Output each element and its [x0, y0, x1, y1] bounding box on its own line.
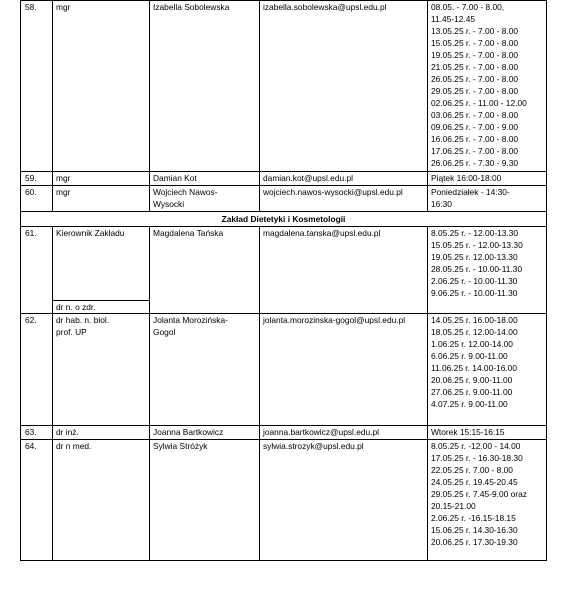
section-header-row	[21, 212, 547, 227]
row-number: 62.	[21, 314, 53, 426]
email-link[interactable]: sylwia.strozyk@upsl.edu.pl	[260, 440, 428, 561]
hours-line: 22.05.25 r. 7.00 - 8.00	[431, 465, 513, 475]
hours-line: 15.06.25 r. 14.30-16.30	[431, 525, 518, 535]
row-number: 63.	[21, 426, 53, 440]
hours-line: 17.05.25 r. - 16.30-18.30	[431, 453, 523, 463]
row-number: 61.	[21, 227, 53, 314]
hours-line: 13.05.25 r. - 7.00 - 8.00	[431, 26, 519, 36]
hours-line: 21.05.25 r. - 7.00 - 8.00	[431, 62, 519, 72]
academic-title: mgr	[53, 172, 150, 186]
academic-title: dr n med.	[53, 440, 150, 561]
title-top: Kierownik Zakładu	[56, 228, 125, 238]
table-row	[21, 314, 547, 426]
person-name: Joanna Bartkowicz	[150, 426, 260, 440]
title-line: prof. UP	[56, 327, 87, 337]
row-number: 58.	[21, 1, 53, 172]
row-number: 64.	[21, 440, 53, 561]
academic-title: mgr	[53, 1, 150, 172]
email-link[interactable]: joanna.bartkowicz@upsl.edu.pl	[260, 426, 428, 440]
section-title: Zakład Dietetyki i Kosmetologii	[21, 212, 547, 227]
hours-line: 8.05.25 r. - 12.00-13.30	[431, 228, 519, 238]
hours-line: 02.06.25 r. - 11.00 - 12.00	[431, 98, 527, 108]
consultation-hours	[428, 426, 547, 440]
hours-line: 24.05.25 r. 19.45-20.45	[431, 477, 518, 487]
hours-line: 8.05.25 r. -12.00 - 14.00	[431, 441, 521, 451]
academic-title	[53, 227, 150, 314]
hours-line: 08.05. - 7.00 - 8.00,	[431, 2, 505, 12]
hours-line: 15.05.25 r. - 7.00 - 8.00	[431, 38, 519, 48]
consultation-hours	[428, 227, 547, 314]
hours-line: 29.05.25 r. - 7.00 - 8.00	[431, 86, 519, 96]
hours-line: 16.06.25 r. - 7.00 - 8.00	[431, 134, 519, 144]
hours-line: 9.06.25 r. - 10.00-11.30	[431, 288, 518, 298]
hours-line: Wtorek 15:15-16:15	[431, 427, 505, 437]
table-row	[21, 172, 547, 186]
title-bottom: dr n. o zdr.	[53, 300, 149, 313]
hours-line: 29.05.25 r. 7.45-9.00 oraz	[431, 489, 527, 499]
table-row	[21, 227, 547, 314]
hours-line: 20.06.25 r. 9.00-11.00	[431, 375, 513, 385]
consultation-hours	[428, 172, 547, 186]
table-row	[21, 426, 547, 440]
hours-line: 20.15-21.00	[431, 501, 476, 511]
hours-line: 26.05.25 r. - 7.00 - 8.00	[431, 74, 519, 84]
person-name: Damian Kot	[150, 172, 260, 186]
hours-line: 2.06.25 r. -16.15-18.15	[431, 513, 516, 523]
table-row	[21, 1, 547, 172]
consultation-hours	[428, 440, 547, 561]
hours-line: 2.06.25 r. - 10.00-11.30	[431, 276, 518, 286]
consultation-hours	[428, 1, 547, 172]
hours-line: 26.06.25 r. - 7.30 - 9.30	[431, 158, 519, 168]
email-link[interactable]: damian.kot@upsl.edu.pl	[260, 172, 428, 186]
person-name	[150, 314, 260, 426]
hours-line: Poniedziałek - 14:30-	[431, 187, 510, 197]
email-link[interactable]: wojciech.nawos-wysocki@upsl.edu.pl	[260, 186, 428, 212]
hours-line: 19.05.25 r. 12.00-13.30	[431, 252, 518, 262]
hours-line: 11.06.25 r. 14.00-16.00	[431, 363, 517, 373]
name-line: Wojciech Nawos-	[153, 187, 218, 197]
academic-title	[53, 314, 150, 426]
hours-line: 28.05.25 r. - 10.00-11.30	[431, 264, 523, 274]
consultation-hours	[428, 186, 547, 212]
table-row	[21, 440, 547, 561]
email-link[interactable]: jolanta.morozinska-gogol@upsl.edu.pl	[260, 314, 428, 426]
person-name: Izabella Sobolewska	[150, 1, 260, 172]
person-name	[150, 186, 260, 212]
hours-line: 1.06.25 r. 12.00-14.00	[431, 339, 513, 349]
academic-title: mgr	[53, 186, 150, 212]
hours-line: 27.06.25 r. 9.00-11.00	[431, 387, 513, 397]
hours-line: 6.06.25 r. 9.00-11.00	[431, 351, 508, 361]
hours-line: Piątek 16:00-18:00	[431, 173, 502, 183]
hours-line: 16:30	[431, 199, 452, 209]
hours-line: 15.05.25 r. - 12.00-13.30	[431, 240, 523, 250]
hours-line: 20.06.25 r. 17.30-19.30	[431, 537, 518, 547]
email-link[interactable]: magdalena.tanska@upsl.edu.pl	[260, 227, 428, 314]
hours-line: 19.05.25 r. - 7.00 - 8.00	[431, 50, 519, 60]
row-number: 59.	[21, 172, 53, 186]
person-name: Magdalena Tańska	[150, 227, 260, 314]
hours-line: 14.05.25 r. 16.00-18.00	[431, 315, 518, 325]
table-row	[21, 186, 547, 212]
name-line: Gogol	[153, 327, 176, 337]
consultation-hours-document	[20, 0, 544, 561]
row-number: 60.	[21, 186, 53, 212]
hours-line: 18.05.25 r. 12.00-14.00	[431, 327, 518, 337]
name-line: Jolanta Morozińska-	[153, 315, 228, 325]
person-name: Sylwia Stróżyk	[150, 440, 260, 561]
hours-line: 11.45-12.45	[431, 14, 476, 24]
academic-title: dr inż.	[53, 426, 150, 440]
hours-line: 09.06.25 r. - 7.00 - 9.00	[431, 122, 519, 132]
consultation-hours	[428, 314, 547, 426]
hours-line: 4.07.25 r. 9.00-11.00	[431, 399, 508, 409]
hours-line: 03.06.25 r. - 7.00 - 8.00	[431, 110, 519, 120]
staff-consultation-table	[20, 0, 547, 561]
title-line: dr hab. n. biol.	[56, 315, 110, 325]
name-line: Wysocki	[153, 199, 185, 209]
hours-line: 17.06.25 r. - 7.00 - 8.00	[431, 146, 519, 156]
email-link[interactable]: izabella.sobolewska@upsl.edu.pl	[260, 1, 428, 172]
